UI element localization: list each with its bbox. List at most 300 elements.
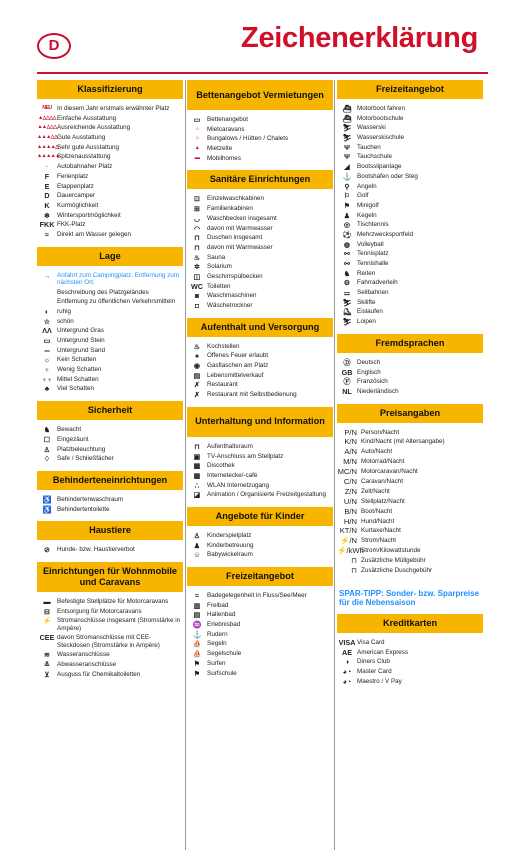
legend-label: Wasserskischule — [357, 134, 405, 142]
single-cabin-icon: ⊡ — [193, 194, 201, 204]
legend-label: Kurmöglichkeit — [57, 201, 99, 209]
legend-label: Geschirrspülbecken — [207, 272, 263, 280]
legend-item — [37, 376, 183, 383]
spar-tipp-note: SPAR-TIPP: Sonder- bzw. Sparpreise für die Nebensaison — [339, 588, 480, 608]
legend-item — [37, 608, 183, 615]
legend-label: Eislaufen — [357, 308, 383, 316]
legend-label: Volleyball — [357, 240, 384, 248]
price-item — [337, 567, 483, 576]
legend-item — [37, 671, 183, 678]
camper-pitch-icon: ▬ — [43, 596, 51, 606]
price-item — [337, 488, 483, 497]
kur-k-icon: K — [44, 200, 50, 210]
price-code: ⊓ — [351, 556, 357, 566]
dishwash-icon: ◫ — [193, 271, 201, 281]
legend-label: Wasserski — [357, 124, 386, 132]
legend-label: Wintersportmöglichkeit — [57, 211, 121, 219]
legend-label: Tauchen — [357, 143, 381, 151]
legend-label: Entfernung zu öffentlichen Verkehrsmitteln — [57, 298, 176, 306]
rowing-icon: ⚓ — [192, 629, 202, 639]
amex-icon: AE — [342, 647, 352, 657]
legend-item — [187, 126, 333, 133]
price-code: ⊓ — [351, 566, 357, 576]
legend-item — [337, 279, 483, 286]
quiet-icon: ◐ — [44, 306, 50, 316]
price-code: M/N — [343, 457, 357, 467]
legend-item — [37, 546, 183, 553]
legend-label: TV-Anschluss am Stellplatz — [207, 452, 284, 460]
legend-label: Kochstellen — [207, 342, 240, 350]
disco-icon: ▩ — [193, 461, 201, 471]
five-tents-icon: ▲▲▲▲▲ — [37, 153, 60, 160]
family-cabin-icon: ⊞ — [193, 204, 201, 214]
legend-label: Untergrund Stein — [57, 337, 105, 345]
legend-label: Befestigte Stellplätze für Motorcaravans — [57, 597, 169, 605]
legend-label: Motorcaravan/Nacht — [361, 468, 418, 476]
legend-label: Person/Nacht — [361, 428, 400, 436]
legend-item — [187, 145, 333, 152]
lounge-icon: ⊓ — [194, 441, 200, 451]
page-title: Zeichenerklärung — [241, 22, 478, 54]
country-badge: D — [37, 33, 71, 59]
legend-label: Französich — [357, 378, 388, 386]
section-header-haustiere: Haustiere — [37, 521, 183, 540]
legend-label: Kegeln — [357, 211, 377, 219]
price-item — [337, 478, 483, 487]
legend-item — [37, 153, 183, 160]
legend-label: Autobahnaher Platz — [57, 163, 113, 171]
lang-nl-icon: NL — [342, 386, 352, 396]
legend-item — [337, 369, 483, 376]
price-code: MC/N — [337, 467, 357, 477]
legend-label: Hallenbad — [207, 611, 236, 619]
legend-label: Diners Club — [357, 658, 390, 666]
legend-label: Viel Schatten — [57, 385, 94, 393]
legend-label: WLAN Internetzugang — [207, 481, 269, 489]
legend-label: Hunde- bzw. Haustierverbot — [57, 546, 135, 554]
legend-item — [187, 215, 333, 222]
fence-icon: ☐ — [43, 434, 51, 444]
legend-label: Segeln — [207, 640, 227, 648]
column-divider — [334, 80, 335, 850]
legend-label: Beschreibung des Platzgeländes — [57, 288, 149, 296]
legend-column-1 — [37, 80, 183, 686]
legend-item — [337, 144, 483, 151]
sailing-icon: ⛵ — [192, 639, 202, 649]
legend-item — [337, 658, 483, 665]
section-header-sanitäre-einrichtungen: Sanitäre Einrichtungen — [187, 170, 333, 189]
legend-label: Segelschule — [207, 650, 242, 658]
legend-label: Solarium — [207, 263, 232, 271]
legend-label: Visa Card — [357, 638, 385, 646]
legend-item — [187, 542, 333, 549]
legend-item — [37, 272, 183, 287]
toilet-icon: WC — [191, 281, 203, 291]
legend-label: Entsorgung für Motorcaravans — [57, 607, 142, 615]
legend-label: Kinderspielplatz — [207, 531, 252, 539]
price-code: KT/N — [339, 526, 357, 536]
table-tennis-icon: ◎ — [343, 220, 351, 230]
legend-label: Restaurant mit Selbstbedienung — [207, 391, 297, 399]
legend-label: Deutsch — [357, 358, 381, 366]
pool-icon: ▥ — [193, 600, 201, 610]
one-tent-icon: ▲△△△△ — [37, 114, 57, 121]
price-item — [337, 537, 483, 546]
cable-car-icon: ⚍ — [343, 288, 351, 298]
legend-item — [187, 195, 333, 202]
legend-item — [187, 453, 333, 460]
price-item — [337, 518, 483, 527]
legend-item — [187, 391, 333, 398]
star-icon: ☆ — [43, 316, 51, 326]
diving-icon: Ψ — [344, 142, 350, 152]
legend-label: Behindertenwaschraum — [57, 495, 124, 503]
legend-item — [37, 385, 183, 392]
legend-item — [337, 163, 483, 170]
legend-item — [187, 244, 333, 251]
legend-item — [37, 598, 183, 605]
legend-label: Rudern — [207, 630, 228, 638]
slipway-icon: ◢ — [344, 162, 350, 172]
waterski-icon: ⛷ — [342, 123, 352, 133]
legend-label: Einfache Ausstattung — [57, 114, 117, 122]
legend-item — [187, 205, 333, 212]
visa-icon: VISA — [338, 637, 356, 647]
gas-icon: ◉ — [193, 361, 201, 371]
fire-icon: ♠ — [195, 351, 199, 361]
legend-item — [337, 308, 483, 315]
legend-label: Restaurant — [207, 381, 238, 389]
legend-item — [337, 231, 483, 238]
legend-label: Master Card — [357, 667, 392, 675]
legend-item — [337, 378, 483, 385]
legend-label: Niederländisch — [357, 387, 399, 395]
drain-icon: ≚ — [43, 660, 51, 670]
legend-label: Reiten — [357, 269, 376, 277]
legend-item — [37, 347, 183, 354]
legend-label: Wenig Schatten — [57, 366, 102, 374]
legend-column-3 — [337, 80, 483, 693]
section-header-angebote-für-kinder: Angebote für Kinder — [187, 507, 333, 526]
legend-item — [37, 651, 183, 658]
legend-label: Bungalows / Hütten / Chalets — [207, 135, 289, 143]
price-code: P/N — [344, 427, 357, 437]
legend-label: Discothek — [207, 462, 235, 470]
legend-label: davon Stromanschlüsse mit CEE-Steckdosen (Stromstärke in Ampère) — [57, 634, 160, 649]
fkk-icon: FKK — [39, 220, 55, 230]
safe-icon: ♢ — [43, 454, 51, 464]
section-header-fremdsprachen: Fremdsprachen — [337, 334, 483, 353]
shop-icon: ▤ — [193, 370, 201, 380]
motorboat-icon: ⛴ — [342, 104, 352, 113]
legend-label: Surfschule — [207, 669, 237, 677]
bike-rental-icon: ⚙ — [343, 278, 351, 288]
legend-label: Ausguss für Chemikaltoiletten — [57, 670, 141, 678]
legend-item — [337, 221, 483, 228]
legend-label: Behindertentoilette — [57, 505, 110, 513]
legend-label: Strom/Nacht — [361, 537, 396, 545]
legend-label: Caravan/Nacht — [361, 478, 403, 486]
legend-item — [337, 212, 483, 219]
legend-label: FKK-Platz — [57, 221, 86, 229]
legend-item — [337, 173, 483, 180]
price-item — [337, 448, 483, 457]
price-code: ⚡/kWh — [337, 546, 364, 556]
legend-item — [337, 105, 483, 112]
section-header-bettenangebot-vermietungen: Bettenangebot Vermietungen — [187, 80, 333, 110]
legend-label: Boot/Nacht — [361, 507, 393, 515]
washer-icon: ◙ — [194, 291, 200, 301]
legend-label: Motorrad/Nacht — [361, 458, 405, 466]
three-tents-icon: ▲▲▲△△ — [37, 134, 58, 141]
legend-item — [187, 592, 333, 599]
legend-label: Aufenthaltsraum — [207, 442, 253, 450]
legend-label: Hund/Nacht — [361, 517, 395, 525]
section-header-freizeitangebot: Freizeitangebot — [337, 80, 483, 99]
legend-item — [187, 263, 333, 270]
legend-label: Duschen insgesamt — [207, 234, 263, 242]
shower-icon: ⊓ — [194, 233, 200, 243]
legend-item — [187, 670, 333, 677]
legend-label: Sauna — [207, 253, 226, 261]
riding-icon: ♞ — [343, 268, 351, 278]
guard-icon: ♞ — [43, 425, 51, 435]
legend-item — [187, 472, 333, 479]
bathing-icon: ≈ — [195, 591, 199, 600]
chem-toilet-icon: ⊻ — [44, 669, 50, 679]
header-rule — [37, 72, 488, 74]
no-dog-icon: ⊘ — [43, 545, 51, 555]
stone-icon: ▭ — [43, 336, 51, 346]
legend-label: Tennishalle — [357, 260, 389, 267]
legend-item — [187, 532, 333, 539]
legend-label: Gute Ausstattung — [57, 134, 106, 142]
legend-item — [337, 639, 483, 646]
lang-d-icon: Ⓓ — [343, 357, 351, 367]
legend-item — [337, 124, 483, 131]
section-header-sicherheit: Sicherheit — [37, 401, 183, 420]
price-code: C/N — [343, 477, 357, 487]
lang-f-icon: Ⓕ — [343, 377, 351, 387]
legend-label: Auto/Nacht — [361, 448, 393, 456]
bed-icon: ▭ — [193, 115, 201, 124]
legend-item — [337, 289, 483, 296]
legend-label: Seilbahnen — [357, 289, 389, 297]
price-code: ⚡/N — [339, 536, 357, 546]
legend-item — [37, 308, 183, 315]
legend-label: davon mit Warmwasser — [207, 224, 273, 232]
legend-column-2 — [187, 80, 333, 685]
legend-label: Golf — [357, 192, 369, 200]
price-item — [337, 458, 483, 467]
legend-item — [37, 446, 183, 453]
legend-item — [187, 443, 333, 450]
surfing-icon: ⚑ — [193, 658, 201, 668]
legend-item — [187, 491, 333, 498]
legend-item — [37, 661, 183, 668]
legend-item — [37, 212, 183, 219]
legend-label: davon mit Warmwasser — [207, 243, 273, 251]
section-header-freizeitangebot: Freizeitangebot — [187, 567, 333, 586]
playground-icon: ♙ — [193, 530, 201, 540]
cee-icon: CEE — [39, 633, 55, 643]
legend-label: Mietzelte — [207, 145, 233, 153]
golf-icon: ⚐ — [343, 191, 351, 201]
legend-label: Safe / Schließfächer — [57, 455, 114, 463]
legend-item — [37, 134, 183, 141]
legend-item — [37, 202, 183, 209]
legend-item — [337, 359, 483, 366]
motorboat-school-icon: ⛴ — [342, 113, 352, 123]
column-divider — [185, 80, 186, 850]
legend-item — [337, 183, 483, 190]
legend-label: Eingezäunt — [57, 435, 89, 443]
legend-label: schön — [57, 317, 74, 325]
legend-item — [337, 202, 483, 209]
cross-country-icon: ⛷ — [342, 317, 352, 327]
harbour-icon: ⚓ — [342, 171, 352, 181]
price-code: B/N — [344, 506, 357, 516]
legend-label: Abwasseranschlüsse — [57, 661, 117, 669]
legend-item — [337, 241, 483, 248]
lang-gb-icon: GB — [341, 367, 353, 377]
waterski-school-icon: ⛷ — [342, 133, 352, 143]
legend-label: Angeln — [357, 182, 377, 190]
legend-item — [37, 318, 183, 325]
legend-item — [187, 462, 333, 469]
legend-item — [187, 362, 333, 369]
legend-label: Waschbecken insgesamt — [207, 214, 277, 222]
legend-label: Zelt/Nacht — [361, 487, 390, 495]
etappen-e-icon: E — [44, 181, 50, 191]
legend-label: Surfen — [207, 659, 226, 667]
legend-item — [187, 254, 333, 261]
no-shade-icon: ☼ — [43, 355, 51, 365]
legend-item — [37, 496, 183, 503]
legend-item — [187, 135, 333, 142]
legend-item — [37, 617, 183, 632]
section-header-unterhaltung-und-information: Unterhaltung und Information — [187, 407, 333, 437]
legend-label: Tauchschule — [357, 153, 393, 161]
legend-item — [37, 436, 183, 443]
legend-item — [187, 116, 333, 123]
legend-label: Toiletten — [207, 282, 231, 290]
legend-item — [187, 155, 333, 162]
price-code: Z/N — [344, 486, 357, 496]
legend-item — [187, 602, 333, 609]
legend-label: Anfahrt zum Campingplatz, Entfernung zum nächsten Ort. — [57, 271, 180, 286]
washbasin-warm-icon: ◠ — [193, 223, 201, 233]
legend-item — [37, 356, 183, 363]
legend-item — [187, 343, 333, 350]
legend-item — [37, 144, 183, 151]
legend-label: Einzelwaschkabinen — [207, 195, 265, 203]
legend-item — [187, 611, 333, 618]
legend-label: Bewacht — [57, 426, 82, 434]
water-connect-icon: ≋ — [43, 650, 51, 660]
legend-label: Stellplatz/Nacht — [361, 497, 405, 505]
legend-item — [37, 289, 183, 296]
legend-item — [37, 506, 183, 513]
price-code: U/N — [343, 496, 357, 506]
internet-icon: ▦ — [193, 470, 201, 480]
legend-label: Tennisplatz — [357, 250, 389, 258]
legend-label: Animation / Organisierte Freizeitgestaltung — [207, 491, 326, 499]
legend-item — [187, 621, 333, 628]
legend-label: Waschmaschinen — [207, 292, 257, 300]
section-header-klassifizierung: Klassifizierung — [37, 80, 183, 99]
motorway-icon: · — [45, 162, 49, 172]
tennis-hall-icon: ⚯ — [343, 259, 351, 268]
section-header-aufenthalt-und-versorgung: Aufenthalt und Versorgung — [187, 318, 333, 337]
legend-label: Bootsslipanlage — [357, 163, 402, 171]
legend-item — [37, 105, 183, 112]
legend-label: In diesem Jahr erstmals erwähnter Platz — [57, 105, 170, 112]
legend-label: Badegelegenheit in Fluss/See/Meer — [207, 592, 307, 599]
medium-shade-icon: ♆♆ — [41, 374, 53, 384]
light-icon: ♙ — [43, 444, 51, 454]
legend-item — [187, 640, 333, 647]
legend-label: Kein Schatten — [57, 356, 97, 364]
legend-item — [37, 231, 183, 238]
self-service-icon: ✗ — [193, 390, 201, 400]
two-tents-icon: ▲▲△△△ — [37, 124, 57, 131]
sports-field-icon: ⚽ — [342, 229, 352, 239]
legend-item — [337, 153, 483, 160]
legend-item — [37, 327, 183, 334]
legend-item — [337, 192, 483, 199]
shower-warm-icon: ⊓ — [194, 242, 200, 252]
legend-label: Gasflaschen am Platz — [207, 362, 269, 370]
legend-label: Motorboot fahren — [357, 105, 405, 112]
price-item — [337, 527, 483, 536]
legend-item — [187, 234, 333, 241]
legend-item — [187, 273, 333, 280]
price-item — [337, 429, 483, 438]
price-item — [337, 498, 483, 507]
restaurant-icon: ✗ — [193, 380, 201, 390]
legend-label: Untergrund Gras — [57, 327, 104, 335]
legend-label: Bootshafen oder Steg — [357, 172, 418, 180]
legend-label: Motorbootschule — [357, 114, 404, 122]
legend-item — [337, 299, 483, 306]
animation-icon: ◪ — [193, 490, 201, 500]
little-shade-icon: ♆ — [44, 365, 50, 375]
legend-label: Lebensmittelverkauf — [207, 371, 264, 379]
legend-item — [37, 173, 183, 180]
legend-label: Mittel Schatten — [57, 375, 99, 383]
adventure-pool-icon: ♒ — [192, 620, 202, 630]
legend-label: Tischtennis — [357, 221, 389, 229]
legend-label: Freibad — [207, 601, 229, 609]
legend-label: Dauercamper — [57, 192, 96, 200]
legend-item — [37, 192, 183, 199]
legend-item — [337, 250, 483, 257]
legend-label: Loipen — [357, 318, 376, 326]
ski-lift-icon: ⛷ — [342, 297, 352, 307]
four-tents-icon: ▲▲▲▲△ — [37, 143, 59, 150]
legend-item — [187, 660, 333, 667]
section-header-preisangaben: Preisangaben — [337, 404, 483, 423]
baby-room-icon: ☺ — [193, 550, 201, 560]
price-code: H/N — [343, 516, 357, 526]
legend-label: Untergrund Sand — [57, 346, 105, 354]
camper-disposal-icon: ⊟ — [43, 606, 51, 616]
legend-label: Internetecke/-café — [207, 471, 258, 479]
legend-item — [37, 455, 183, 462]
legend-label: Wäschetrockner — [207, 302, 253, 309]
sand-icon: ═ — [44, 345, 50, 355]
